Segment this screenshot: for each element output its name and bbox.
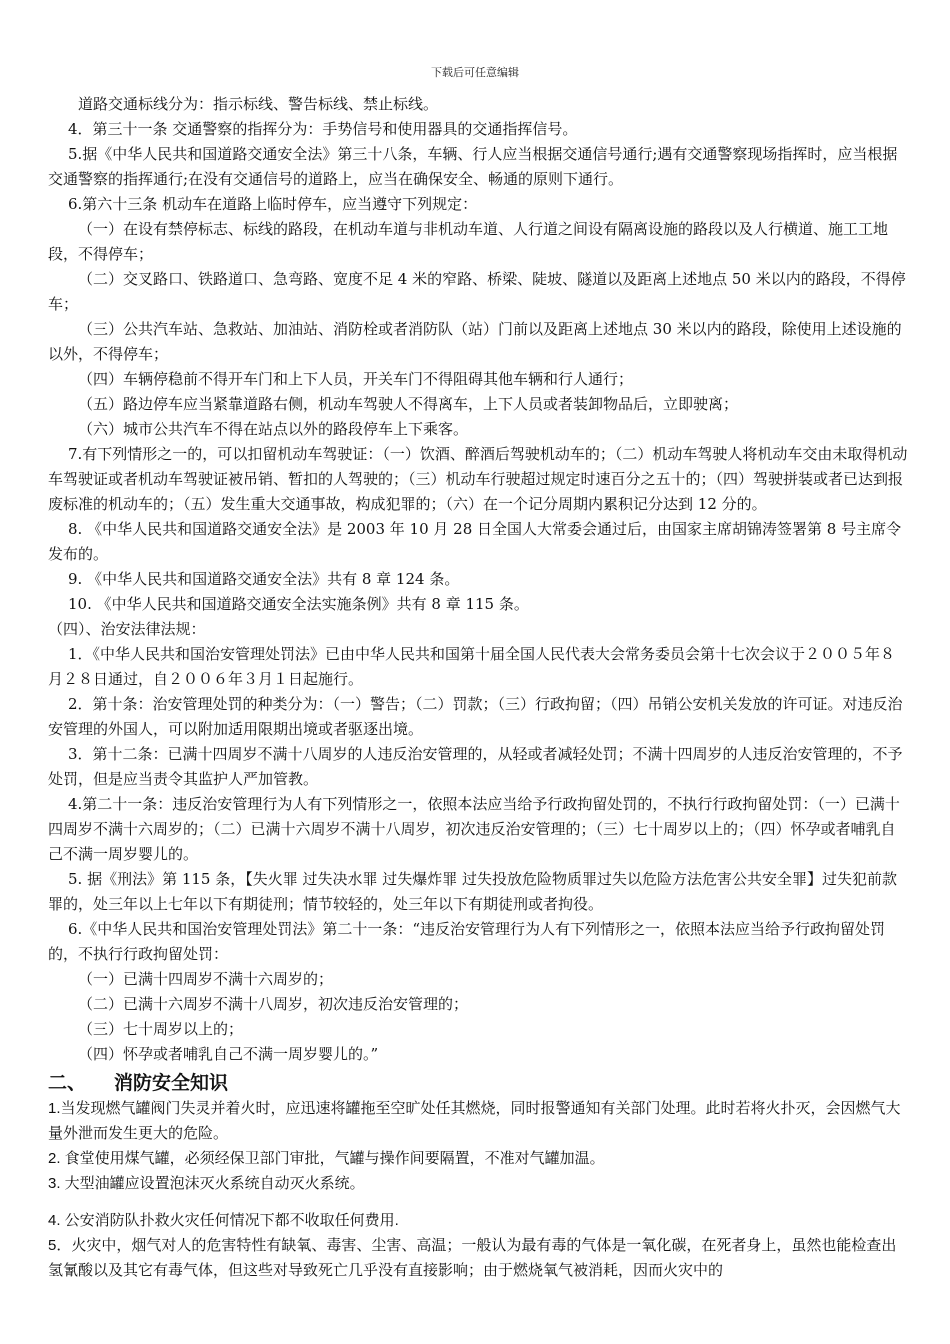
paragraph: 6.第六十三条 机动车在道路上临时停车，应当遵守下列规定： bbox=[68, 195, 478, 213]
paragraph: 4．第三十一条 交通警察的指挥分为：手势信号和使用器具的交通指挥信号。 bbox=[68, 120, 578, 138]
paragraph: 8. 《中华人民共和国道路交通安全法》是 2003 年 10 月 28 日全国人大常委会通过后，由国家主席胡锦涛签署第 8 号主席令发布的。 bbox=[48, 520, 902, 563]
paragraph: 4.第二十一条：违反治安管理行为人有下列情形之一，依照本法应当给予行政拘留处罚的，不执行行政拘留处罚：（一）已满十四周岁不满十六周岁的；（二）已满十六周岁不满十八周岁，初次违反治安管理的；（三）七十周岁以上的；（四）怀孕或者哺乳自己不满一周岁婴儿的。 bbox=[48, 795, 900, 863]
paragraph: 3. 大型油罐应设置泡沫灭火系统自动灭火系统。 bbox=[48, 1175, 365, 1192]
paragraph: 2. 食堂使用煤气罐，必须经保卫部门审批，气罐与操作间要隔置，不准对气罐加温。 bbox=[48, 1150, 605, 1167]
paragraph: 3．第十二条：已满十四周岁不满十八周岁的人违反治安管理的，从轻或者减轻处罚；不满十四周岁的人违反治安管理的，不予处罚，但是应当责令其监护人严加管教。 bbox=[48, 745, 903, 788]
paragraph: 7.有下列情形之一的，可以扣留机动车驾驶证：（一）饮酒、醉酒后驾驶机动车的；（二）机动车驾驶人将机动车交由未取得机动车驾驶证或者机动车驾驶证被吊销、暂扣的人驾驶的；（三）机动车行驶超过规定时速百分之五十的；（四）驾驶拼装或者已达到报废标准的机动车的；（五）发生重大交通事故，构成犯罪的；（六）在一个记分周期内累积记分达到 12 分的。 bbox=[48, 445, 908, 513]
paragraph: （二）已满十六周岁不满十八周岁，初次违反治安管理的； bbox=[78, 995, 469, 1013]
paragraph: 10. 《中华人民共和国道路交通安全法实施条例》共有 8 章 115 条。 bbox=[68, 595, 529, 613]
fire-safety-section-continued bbox=[48, 1208, 908, 1283]
section-title: 消防安全知识 bbox=[114, 1072, 229, 1094]
paragraph: 道路交通标线分为：指示标线、警告标线、禁止标线。 bbox=[78, 95, 439, 113]
paragraph: 5. 据《刑法》第 115 条，【失火罪 过失决水罪 过失爆炸罪 过失投放危险物质罪过失以危险方法危害公共安全罪】过失犯前款罪的，处三年以上七年以下有期徒刑；情节较轻的，处三年以下有期徒刑或者拘役。 bbox=[48, 870, 898, 913]
paragraph: 9. 《中华人民共和国道路交通安全法》共有 8 章 124 条。 bbox=[68, 570, 460, 588]
paragraph: 6.《中华人民共和国治安管理处罚法》第二十一条：“违反治安管理行为人有下列情形之一，依照本法应当给予行政拘留处罚的，不执行行政拘留处罚： bbox=[48, 920, 885, 963]
section-heading bbox=[48, 1070, 908, 1096]
fire-safety-section bbox=[48, 1096, 908, 1196]
paragraph: 1．《中华人民共和国治安管理处罚法》已由中华人民共和国第十届全国人民代表大会常务委员会第十七次会议于２００５年８月２８日通过，自２００６年３月１日起施行。 bbox=[48, 645, 896, 688]
paragraph: 4. 公安消防队扑救火灾任何情况下都不收取任何费用. bbox=[48, 1212, 399, 1229]
traffic-and-security-law-section bbox=[48, 92, 908, 1067]
header-note: 下载后可任意编辑 bbox=[431, 66, 519, 79]
paragraph: （四）怀孕或者哺乳自己不满一周岁婴儿的。” bbox=[78, 1045, 379, 1063]
paragraph-gap bbox=[48, 1196, 908, 1208]
paragraph: 2．第十条：治安管理处罚的种类分为：（一）警告；（二）罚款；（三）行政拘留；（四）吊销公安机关发放的许可证。对违反治安管理的外国人，可以附加适用限期出境或者驱逐出境。 bbox=[48, 695, 903, 738]
paragraph: （四）车辆停稳前不得开车门和上下人员，开关车门不得阻碍其他车辆和行人通行； bbox=[78, 370, 634, 388]
paragraph: （五）路边停车应当紧靠道路右侧，机动车驾驶人不得离车，上下人员或者装卸物品后，立即驶离； bbox=[78, 395, 739, 413]
document-body bbox=[48, 92, 908, 1283]
paragraph: （四）、治安法律法规： bbox=[48, 620, 206, 638]
paragraph: 5．火灾中，烟气对人的危害特性有缺氧、毒害、尘害、高温；一般认为最有毒的气体是一氧化碳，在死者身上，虽然也能检查出氢氰酸以及其它有毒气体，但这些对导致死亡几乎没有直接影响；由于燃烧氧气被消耗，因而火灾中的 bbox=[48, 1237, 897, 1279]
paragraph: （二）交叉路口、铁路道口、急弯路、宽度不足 4 米的窄路、桥梁、陡坡、隧道以及距离上述地点 50 米以内的路段，不得停车； bbox=[48, 270, 906, 313]
paragraph: （三）公共汽车站、急救站、加油站、消防栓或者消防队（站）门前以及距离上述地点 30 米以内的路段，除使用上述设施的以外，不得停车； bbox=[48, 320, 902, 363]
paragraph: （六）城市公共汽车不得在站点以外的路段停车上下乘客。 bbox=[78, 420, 469, 438]
section-number: 二、 bbox=[48, 1072, 87, 1094]
paragraph: （一）在设有禁停标志、标线的路段，在机动车道与非机动车道、人行道之间设有隔离设施的路段以及人行横道、施工工地段，不得停车； bbox=[48, 220, 889, 263]
paragraph: 5.据《中华人民共和国道路交通安全法》第三十八条，车辆、行人应当根据交通信号通行;遇有交通警察现场指挥时，应当根据交通警察的指挥通行;在没有交通信号的道路上，应当在确保安全、畅通的原则下通行。 bbox=[48, 145, 898, 188]
paragraph: 1.当发现燃气罐阀门失灵并着火时，应迅速将罐拖至空旷处任其燃烧，同时报警通知有关部门处理。此时若将火扑灭，会因燃气大量外泄而发生更大的危险。 bbox=[48, 1100, 901, 1142]
paragraph: （一）已满十四周岁不满十六周岁的； bbox=[78, 970, 334, 988]
paragraph: （三）七十周岁以上的； bbox=[78, 1020, 244, 1038]
